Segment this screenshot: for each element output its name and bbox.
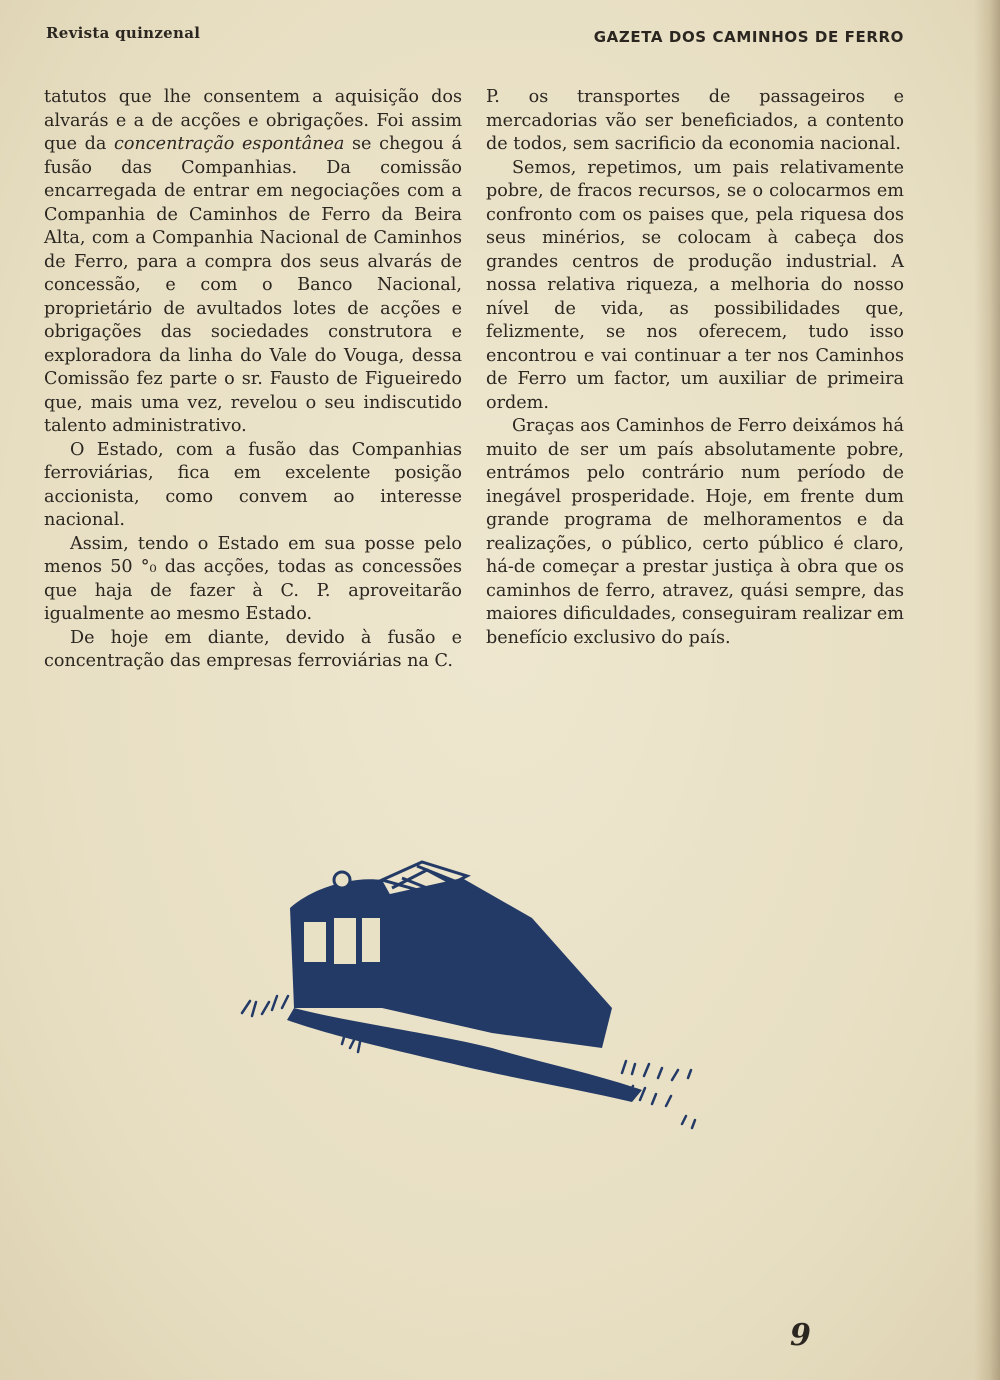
paragraph: Semos, repetimos, um pais relativamente pobre, de fracos recursos, se o colocarmos em confronto com os paises que, pela riquesa dos seus minérios, se colocam à cabeça dos grandes centros de produção industrial. A nossa relativa riqueza, a melhoria do nosso nível de vida, as possibilidades que, felizmente, se nos oferecem, tudo isso encontrou e vai continuar a ter nos Caminhos de Ferro um factor, um auxiliar de primeira ordem. [486, 157, 904, 413]
running-header-right: GAZETA DOS CAMINHOS DE FERRO [593, 28, 904, 46]
paragraph: De hoje em diante, devido à fusão e concentração das empresas ferroviárias na C. [44, 627, 462, 671]
emphasis-text: concentração espontânea [114, 134, 345, 154]
page-number: 9 [790, 1318, 811, 1353]
paragraph: Assim, tendo o Estado em sua posse pelo menos 50 °₀ das acções, todas as concessões que haja de fazer à C. P. aproveitarão igualmente ao mesmo Estado. [44, 533, 462, 624]
electric-train-icon [232, 858, 702, 1133]
page-binding-shadow [974, 0, 1000, 1380]
paragraph: Graças aos Caminhos de Ferro deixámos há muito de ser um país absolutamente pobre, entrámos pelo contrário num período de inegável prosperidade. Hoje, em frente dum grande programa de melhoramentos e da realizações, o público, certo público é claro, há-de começar a prestar justiça à obra que os caminhos de ferro, atravez, quási sempre, das maiores dificuldades, conseguiram realizar em benefício exclusivo do país. [486, 416, 904, 648]
paragraph: P. os transportes de passageiros e mercadorias vão ser beneficiados, a contento de todos, sem sacrificio da economia nacional. [486, 87, 904, 154]
paragraph: O Estado, com a fusão das Companhias ferroviárias, fica em excelente posição accionista, como convem ao interesse nacional. [44, 439, 462, 530]
text-column-right [486, 86, 904, 650]
paragraph [44, 86, 462, 439]
paragraph-text: se chegou á fusão das Companhias. Da comissão encarregada de entrar em negociações com a Companhia de Caminhos de Ferro da Beira Alta, com a Companhia Nacional de Caminhos de Ferro, para a compra dos seus alvarás de concessão, e com o Banco Nacional, proprietário de avultados lotes de acções e obrigações das sociedades construtora e exploradora da linha do Vale do Vouga, dessa Comissão fez parte o sr. Fausto de Figueiredo que, mais uma vez, revelou o seu indiscutido talento administrativo. [44, 134, 462, 436]
paragraph-text: tatutos que lhe consentem a aquisição dos alvarás e a de acções e obrigações. Foi assim que da [44, 87, 462, 154]
text-column-left [44, 86, 462, 674]
running-header-left: Revista quinzenal [46, 24, 201, 42]
